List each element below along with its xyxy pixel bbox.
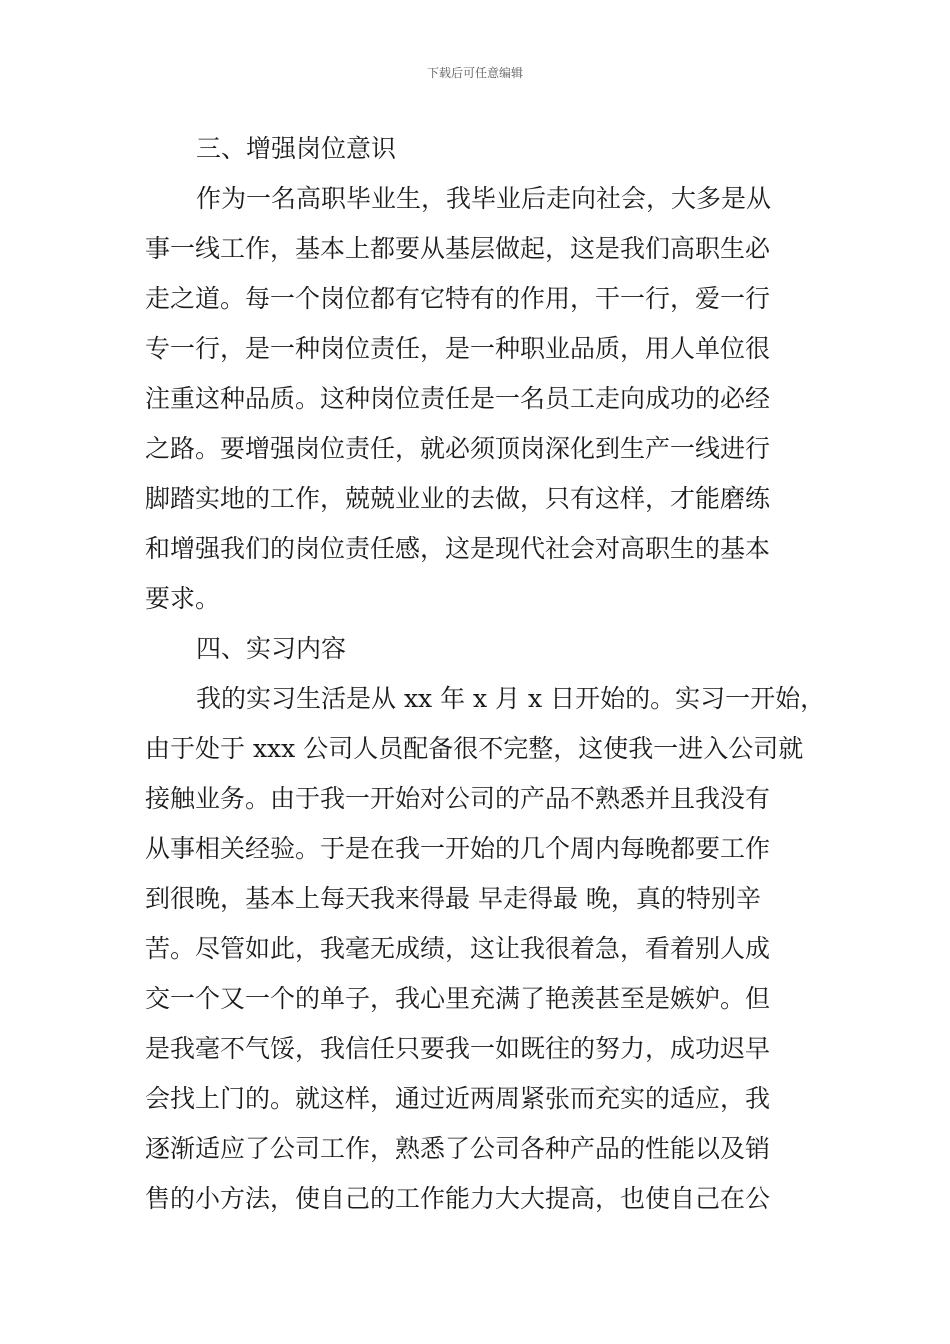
paragraph-line: 走之道。每一个岗位都有它特有的作用，干一行，爱一行	[145, 284, 771, 313]
paragraph-line: 到很晚，基本上每天我来得最 早走得最 晚，真的特别辛	[145, 884, 761, 913]
paragraph-line: 作为一名高职毕业生，我毕业后走向社会，大多是从	[196, 184, 772, 213]
paragraph-line: 交一个又一个的单子，我心里充满了艳羡甚至是嫉妒。但	[145, 984, 771, 1013]
page-header-note: 下载后可任意编辑	[426, 66, 523, 80]
paragraph-line: 接触业务。由于我一开始对公司的产品不熟悉并且我没有	[145, 784, 771, 813]
paragraph-line: 我的实习生活是从 xx 年 x 月 x 日开始的。实习一开始，	[196, 684, 826, 713]
paragraph-line: 事一线工作，基本上都要从基层做起，这是我们高职生必	[145, 234, 771, 263]
paragraph-line: 苦。尽管如此，我毫无成绩，这让我很着急，看着别人成	[145, 934, 771, 963]
paragraph-line: 要求。	[145, 584, 221, 613]
paragraph-line: 从事相关经验。于是在我一开始的几个周内每晚都要工作	[145, 834, 771, 863]
paragraph-line: 会找上门的。就这样，通过近两周紧张而充实的适应，我	[145, 1084, 771, 1113]
paragraph-line: 注重这种品质。这种岗位责任是一名员工走向成功的必经	[145, 384, 771, 413]
paragraph-line: 是我毫不气馁，我信任只要我一如既往的努力，成功迟早	[145, 1034, 771, 1063]
paragraph-line: 售的小方法，使自己的工作能力大大提高，也使自己在公	[145, 1184, 771, 1213]
paragraph-line: 专一行，是一种岗位责任，是一种职业品质，用人单位很	[145, 334, 771, 363]
paragraph-line: 逐渐适应了公司工作，熟悉了公司各种产品的性能以及销	[145, 1134, 771, 1163]
section-heading-4: 四、实习内容	[196, 634, 347, 663]
paragraph-line: 之路。要增强岗位责任，就必须顶岗深化到生产一线进行	[145, 434, 771, 463]
paragraph-line: 脚踏实地的工作，兢兢业业的去做，只有这样，才能磨练	[145, 484, 771, 513]
paragraph-line: 和增强我们的岗位责任感，这是现代社会对高职生的基本	[145, 534, 771, 563]
section-heading-3: 三、增强岗位意识	[196, 134, 397, 163]
paragraph-line: 由于处于 xxx 公司人员配备很不完整，这使我一进入公司就	[145, 734, 804, 763]
